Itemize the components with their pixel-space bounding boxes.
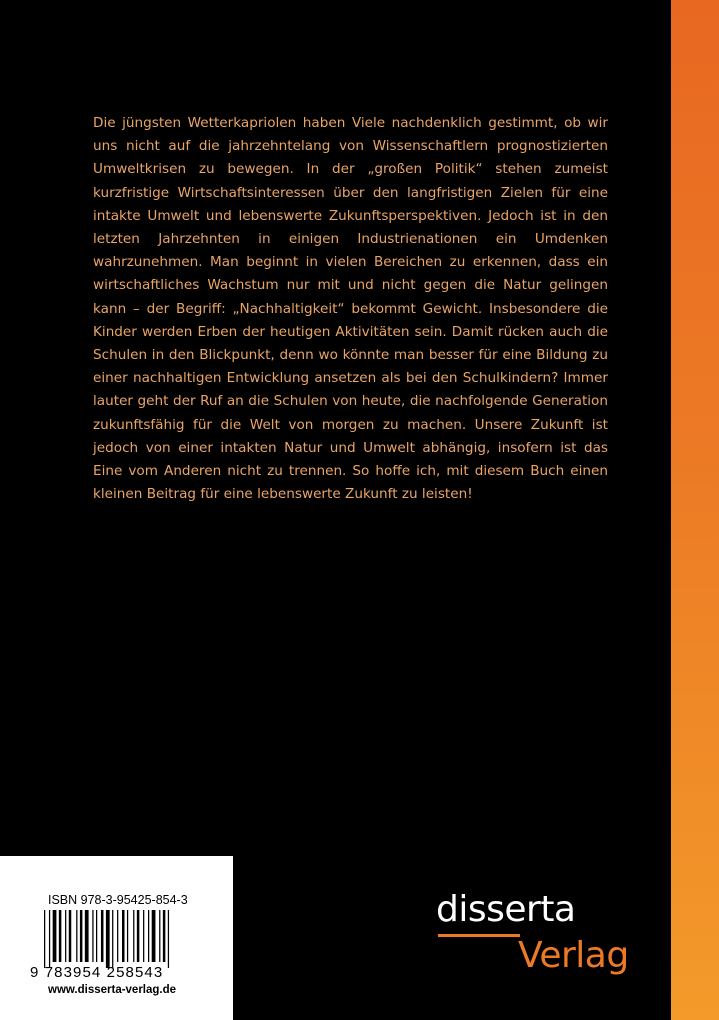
logo-underline [438, 934, 520, 937]
orange-side-stripe [671, 0, 719, 1020]
publisher-logo [436, 890, 636, 990]
barcode-digits: 9 783954 258543 [30, 964, 164, 981]
barcode-icon [42, 910, 192, 968]
blurb-text: Die jüngsten Wetterkapriolen haben Viele nachdenklich gestimmt, ob wir uns nicht auf die jahrzehntelang von Wissenschaftlern prognostizierten Umweltkrisen zu bewegen. In der „großen Politik“ stehen zumeist kurzfristige Wirtschaftsinteressen über den langfristigen Zielen für eine intakte Umwelt und lebenswerte Zukunftsperspektiven. Jedoch ist in den letzten Jahrzehnten in einigen Industrienationen ein Umdenken wahrzunehmen. Man beginnt in vielen Bereichen zu erkennen, dass ein wirtschaftliches Wachstum nur mit und nicht gegen die Natur gelingen kann – der Begriff: „Nachhaltigkeit“ bekommt Gewicht. Insbesondere die Kinder werden Erben der heutigen Aktivitäten sein. Damit rücken auch die Schulen in den Blickpunkt, denn wo könnte man besser für eine Bildung zu einer nachhaltigen Entwicklung ansetzen als bei den Schulkindern? Immer lauter geht der Ruf an die Schulen von heute, die nachfolgende Generation zukunftsfähig für die Welt von morgen zu machen. Unsere Zukunft ist jedoch von einer intakten Natur und Umwelt abhängig, insofern ist das Eine vom Anderen nicht zu trennen. So hoffe ich, mit diesem Buch einen kleinen Beitrag für eine lebenswerte Zukunft zu leisten! [93, 115, 608, 503]
publisher-website: www.disserta-verlag.de [48, 984, 177, 996]
logo-name: disserta [436, 889, 576, 930]
logo-subtitle: Verlag [518, 935, 629, 976]
isbn-label: ISBN 978-3-95425-854-3 [48, 893, 188, 907]
